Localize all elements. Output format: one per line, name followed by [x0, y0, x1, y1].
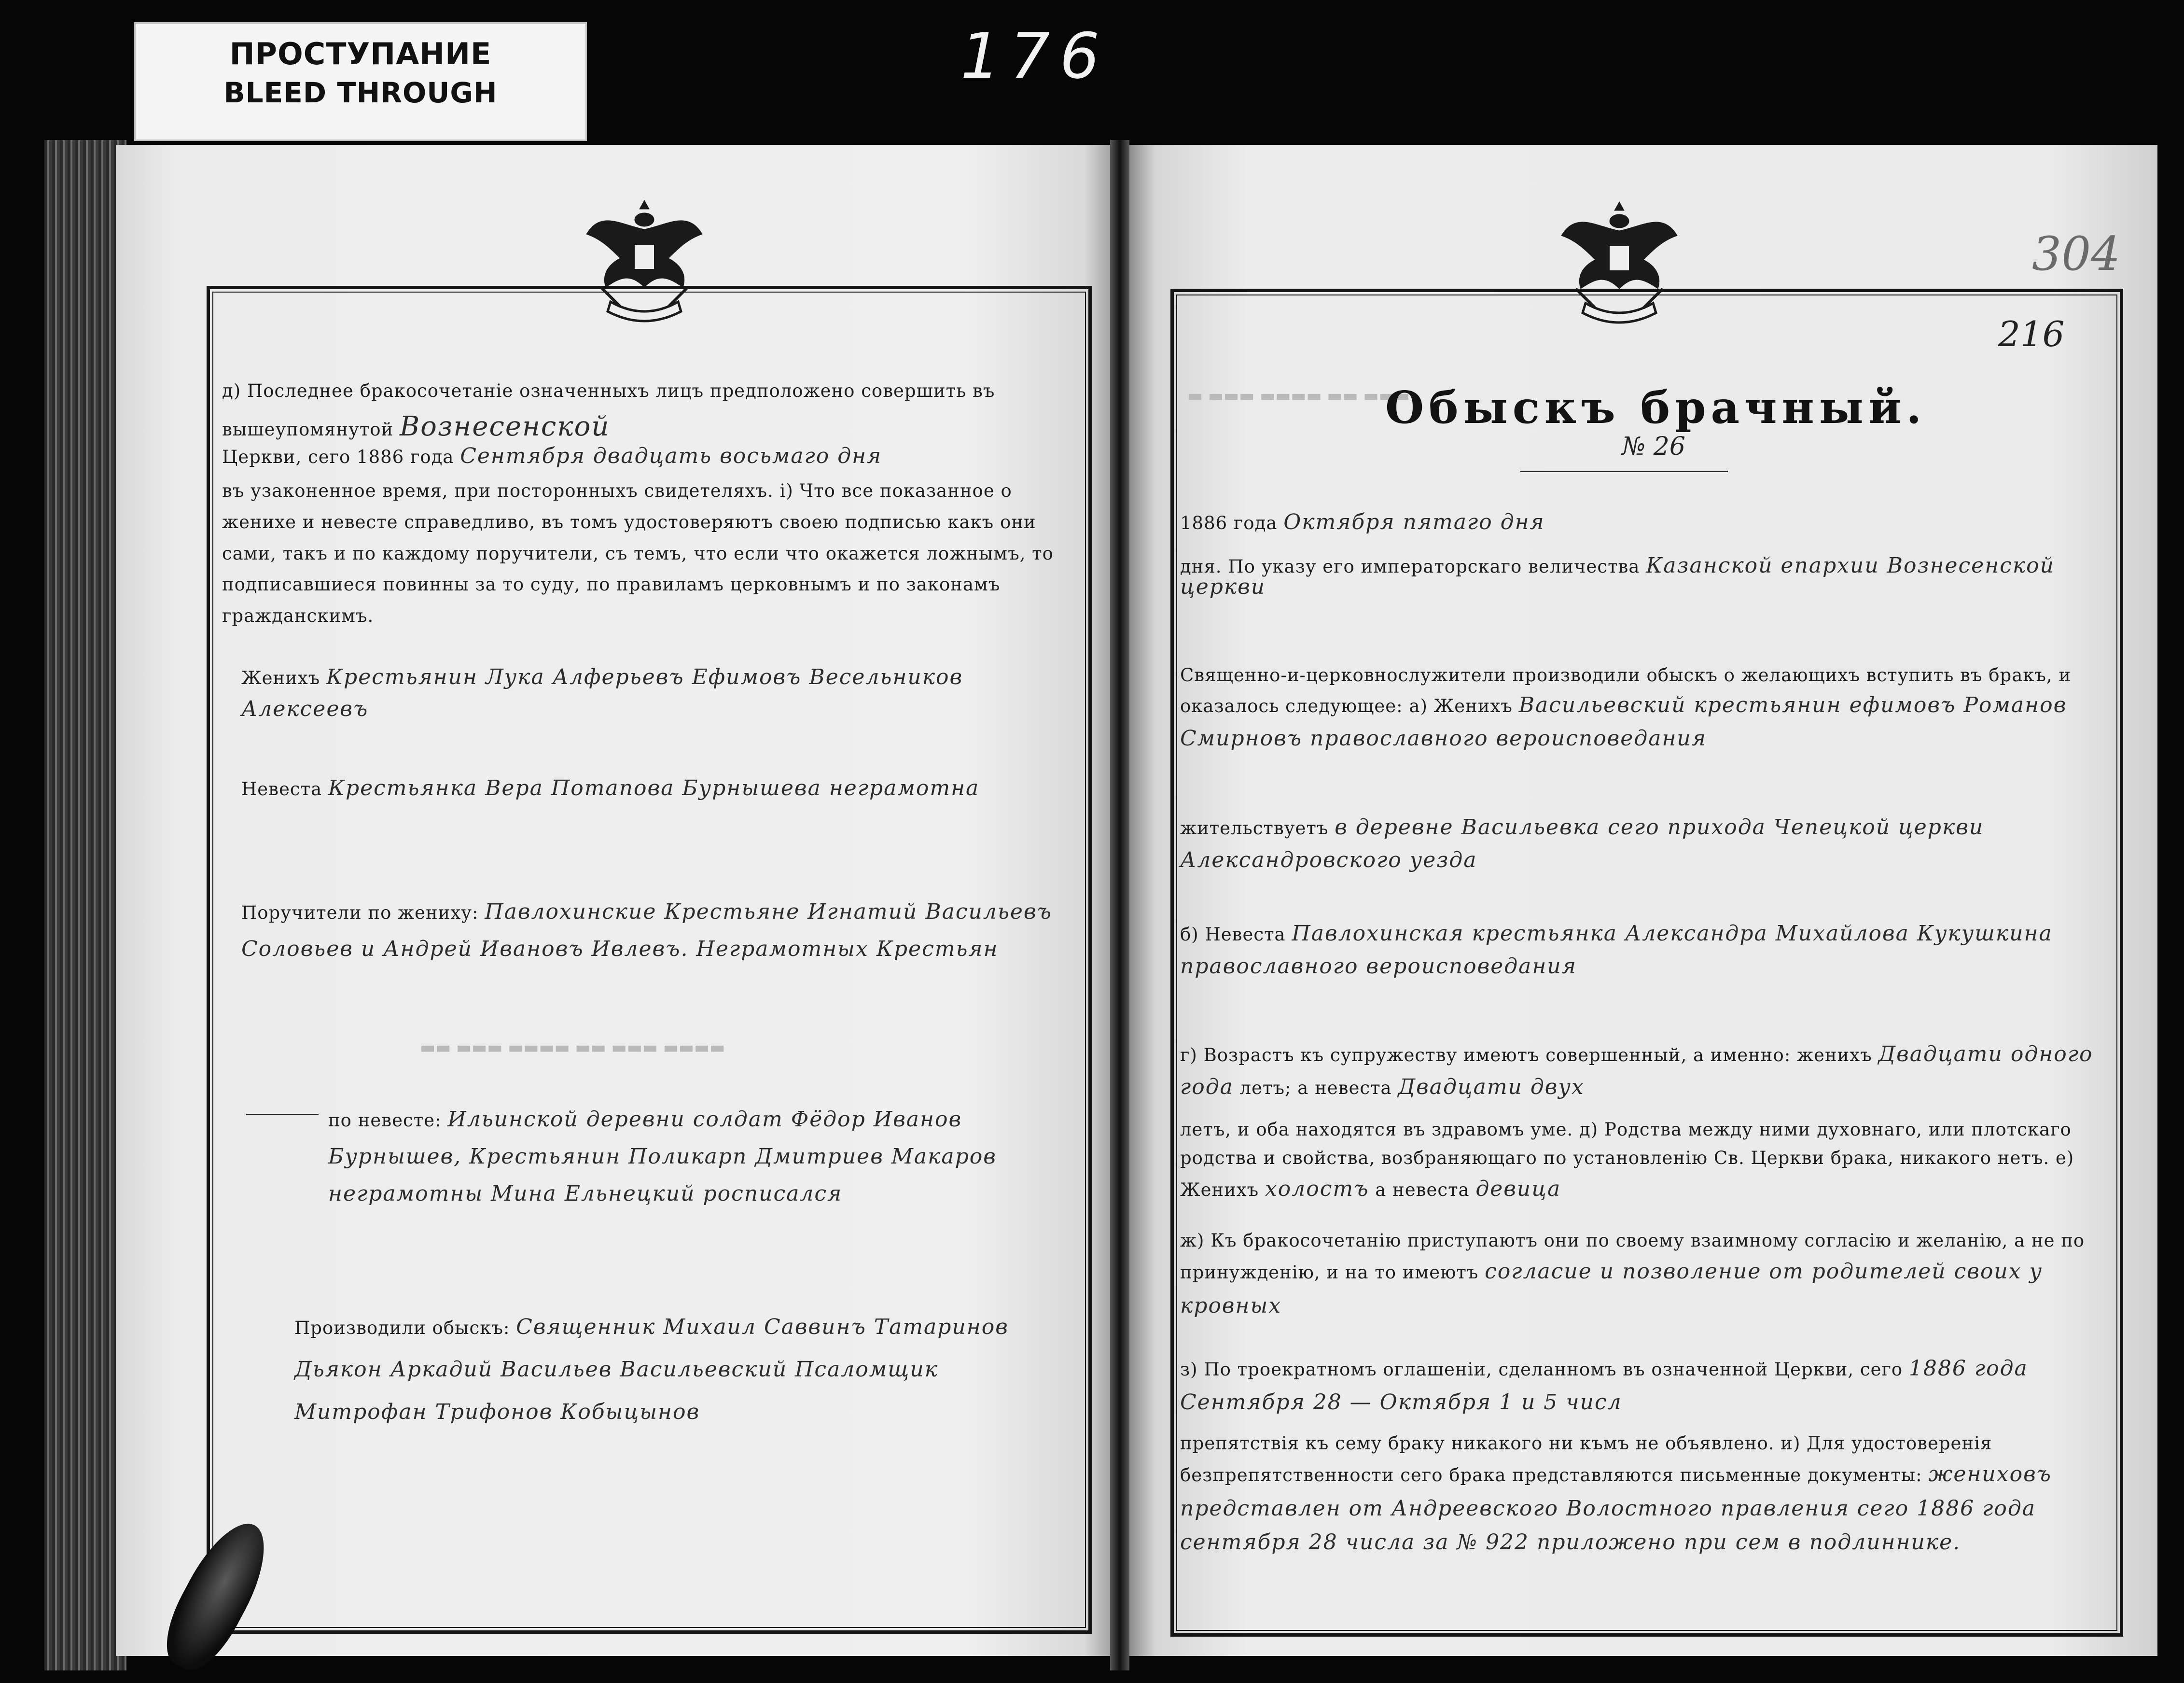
handwritten-entry: холостъ	[1265, 1177, 1369, 1202]
form-line	[222, 377, 1071, 449]
document-title: Обыскъ брачный.	[1385, 381, 1927, 434]
handwritten-entry: Васильевский крестьянин ефимовъ Романов Смирновъ православного вероисповедания	[1180, 693, 2067, 751]
blank-line	[246, 1114, 319, 1115]
handwritten-entry: Вознесенской	[400, 411, 610, 443]
print-text: по невесте:	[328, 1110, 442, 1131]
page-number-stamp: 304	[2032, 227, 2121, 281]
print-text: з) По троекратномъ оглашеніи, сделанномъ въ означенной Церкви, сего	[1180, 1359, 1903, 1380]
handwritten-entry: девица	[1475, 1177, 1561, 1202]
handwritten-entry: Павлохинские Крестьяне Игнатий Васильевъ Соловьев и Андрей Ивановъ Ивлевъ. Неграмотных Крестьян	[241, 899, 1052, 961]
print-text: въ узаконенное время, при посторонныхъ свидетеляхъ. і) Что все показанное о женихе и невесте справедливо, въ томъ удостоверяютъ своею подписью какъ они сами, такъ и по каждому поручители, съ темъ, что если что окажется ложнымъ, то подписавшиеся повинны за то суду, по правиламъ церковнымъ и по законамъ гражданскимъ.	[222, 480, 1054, 626]
bleed-through-ghost-text: ▬ ▬▬▬ ▬▬▬▬ ▬▬ ▬▬▬	[1187, 386, 1410, 406]
print-text: Поручители по жениху:	[241, 902, 479, 923]
print-text: летъ, и оба находятся въ здравомъ уме. д) Родства между ними духовнаго, или плотскаго родства и свойства, возбраняющаго по установленію Св. Церкви брака, никакого нетъ. е) Женихъ	[1180, 1119, 2074, 1201]
form-line	[1180, 1038, 2097, 1104]
print-text: Производили обыскъ:	[294, 1318, 510, 1338]
form-line	[241, 893, 1071, 968]
form-line	[222, 439, 1071, 473]
book-edge	[44, 140, 126, 1670]
print-text: препятствія къ сему браку никакого ни къмъ не объявлено. и) Для удостоверенія безпрепятственности сего брака представляются письменные документы:	[1180, 1433, 1992, 1486]
title-divider	[1520, 471, 1728, 472]
form-line	[1180, 512, 2097, 533]
handwritten-entry: Октября пятаго дня	[1283, 510, 1545, 534]
handwritten-entry: Двадцати двух	[1398, 1075, 1585, 1100]
form-line	[1180, 1115, 2097, 1206]
print-text: б) Невеста	[1180, 924, 1286, 945]
form-line	[1180, 661, 2097, 755]
print-text: Церкви, сего 1886 года	[222, 447, 454, 467]
form-line	[1180, 917, 2097, 983]
print-text: д) Последнее бракосочетаніе означенныхъ лицъ предположено совершить въ вышеупомянутой	[222, 380, 995, 440]
print-text: ж) Къ бракосочетанію приступаютъ они по своему взаимному согласію и желанію, а не по принужденію, и на то имеютъ	[1180, 1230, 2085, 1283]
handwritten-entry: Сентября двадцать восьмаго дня	[460, 444, 882, 468]
book-gutter	[1110, 140, 1129, 1670]
form-line	[241, 772, 1071, 804]
form-line	[1180, 1352, 2097, 1420]
form-line	[222, 476, 1071, 632]
form-line	[241, 661, 1071, 725]
form-line	[1180, 555, 2097, 598]
handwritten-entry: в деревне Васильевка сего прихода Чепецкой церкви Александровского уезда	[1180, 815, 1984, 873]
print-text: летъ; а невеста	[1239, 1078, 1392, 1099]
handwritten-entry: Двадцати одного года	[1180, 1042, 2093, 1100]
frame-number: 176	[960, 19, 1110, 93]
handwritten-entry: Павлохинская крестьянка Александра Михайлова Кукушкина православного вероисповедания	[1180, 921, 2053, 979]
handwritten-entry: Крестьянин Лука Алферьевъ Ефимовъ Весельников Алексеевъ	[241, 665, 963, 721]
print-text: жительствуетъ	[1180, 818, 1329, 839]
form-line	[294, 1306, 1071, 1433]
record-number: № 26	[1622, 432, 1685, 461]
form-line	[1180, 1429, 2097, 1559]
print-text: 1886 года	[1180, 513, 1278, 533]
bleed-through-ghost-text: ▬▬ ▬▬▬ ▬▬▬▬ ▬▬ ▬▬▬ ▬▬▬▬	[420, 1038, 725, 1057]
form-line	[328, 1101, 1071, 1212]
handwritten-entry: 1886 года Сентября 28 — Октября 1 и 5 числ	[1180, 1356, 2028, 1415]
handwritten-entry: Священник Михаил Саввинъ Татаринов Дьякон Аркадий Васильев Васильевский Псаломщик Митрофан Трифонов Кобыцынов	[294, 1315, 1009, 1424]
handwritten-entry: Крестьянка Вера Потапова Бурнышева неграмотна	[328, 776, 980, 800]
handwritten-entry: Казанской епархии Вознесенской церкви	[1180, 553, 2055, 599]
form-line	[1180, 811, 2097, 877]
print-text: Женихъ	[241, 668, 320, 688]
print-text: Священно-и-церковнослужители производили обыскъ о желающихъ вступить въ бракъ, и оказалось следующее: а) Женихъ	[1180, 665, 2072, 717]
bleed-through-label	[134, 22, 587, 141]
handwritten-entry: Ильинской деревни солдат Фёдор Иванов Бурнышев, Крестьянин Поликарп Дмитриев Макаров неграмотны Мина Ельнецкий росписался	[328, 1107, 997, 1206]
handwritten-entry: согласие и позволение от родителей своих у кровных	[1180, 1259, 2043, 1318]
print-text: дня. По указу его императорскаго величества	[1180, 556, 1640, 577]
page-number-inner: 216	[1998, 314, 2065, 354]
bleed-label-ru: ПРОСТУПАНИЕ	[229, 36, 492, 71]
form-line	[1180, 1226, 2097, 1323]
print-text: а невеста	[1375, 1179, 1470, 1201]
print-text: г) Возрастъ къ супружеству имеютъ совершенный, а именно: женихъ	[1180, 1045, 1872, 1066]
handwritten-entry: жениховъ представлен от Андреевского Волостного правления сего 1886 года сентября 28 числа за № 922 приложено при сем в подлиннике.	[1180, 1462, 2052, 1555]
print-text: Невеста	[241, 779, 322, 799]
bleed-label-en: BLEED THROUGH	[223, 76, 498, 109]
